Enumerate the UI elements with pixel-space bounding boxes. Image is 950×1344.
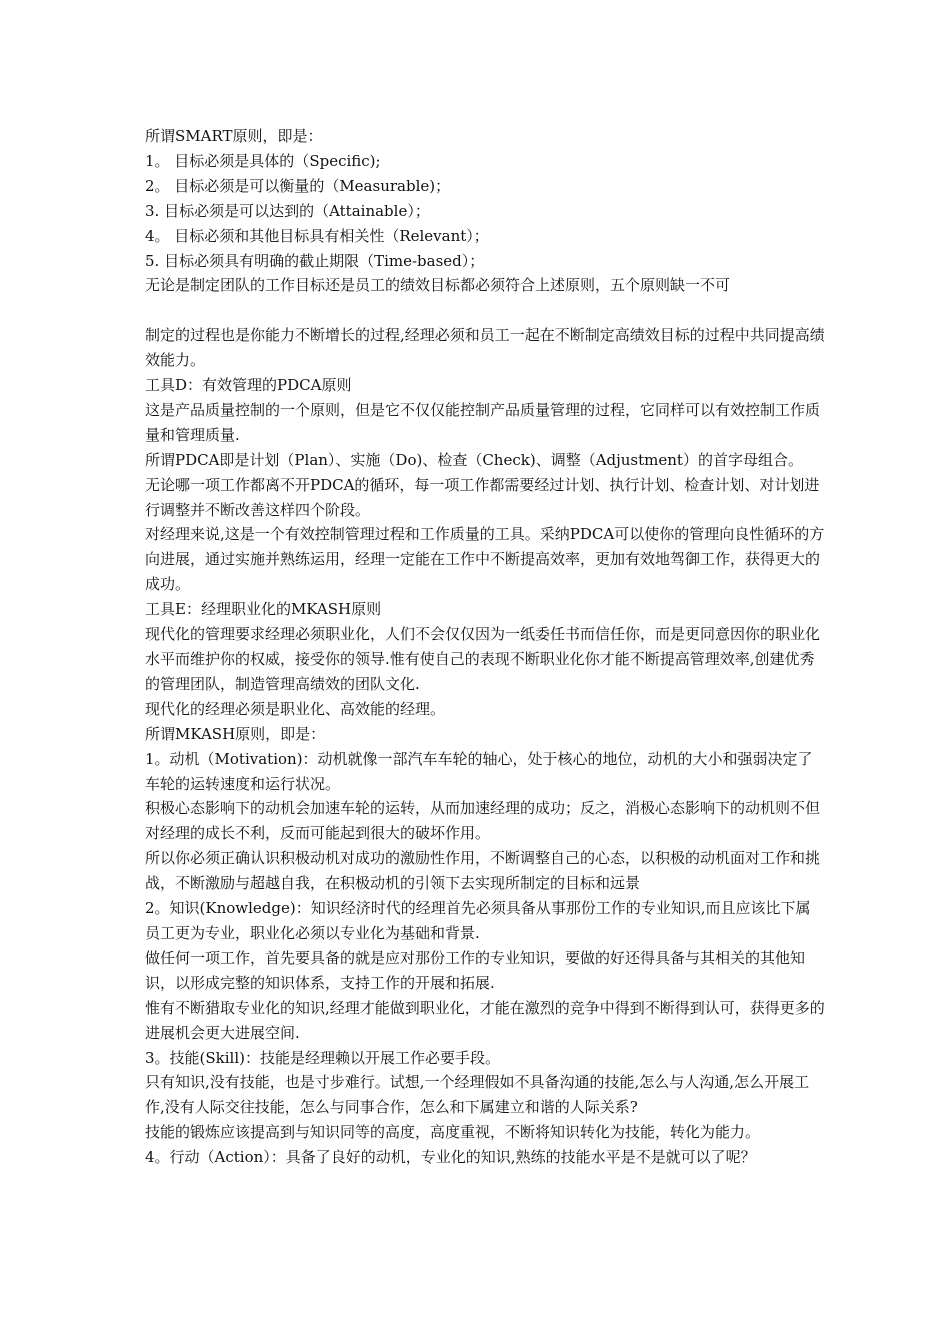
paragraph: 2。知识(Knowledge)：知识经济时代的经理首先必须具备从事那份工作的专业知识,而且应该比下属员工更为专业，职业化必须以专业化为基础和背景. [145,899,811,942]
blank-line [145,298,825,323]
paragraph: 1。 目标必须是具体的（Specific); [145,151,381,170]
paragraph: 1。动机（Motivation)：动机就像一部汽车车轮的轴心，处于核心的地位，动机的大小和强弱决定了车轮的运转速度和运行状况。 [145,749,813,793]
paragraph: 5. 目标必须具有明确的截止期限（Time-based）； [145,251,485,270]
paragraph: 4。 目标必须和其他目标具有相关性（Relevant）； [145,226,489,245]
paragraph: 做任何一项工作，首先要具备的就是应对那份工作的专业知识，要做的好还得具备与其相关的其他知识，以形成完整的知识体系，支持工作的开展和拓展. [145,948,806,992]
paragraph: 只有知识,没有技能，也是寸步难行。试想,一个经理假如不具备沟通的技能,怎么与人沟通,怎么开展工作,没有人际交往技能，怎么与同事合作，怎么和下属建立和谐的人际关系? [145,1073,810,1117]
paragraph: 惟有不断猎取专业化的知识,经理才能做到职业化，才能在激烈的竞争中得到不断得到认可，获得更多的进展机会更大进展空间. [145,998,825,1042]
paragraph: 现代化的经理必须是职业化、高效能的经理。 [145,699,446,718]
paragraph: 无论是制定团队的工作目标还是员工的绩效目标都必须符合上述原则，五个原则缺一不可 [145,276,731,295]
paragraph: 积极心态影响下的动机会加速车轮的运转，从而加速经理的成功；反之，消极心态影响下的动机则不但对经理的成长不利，反而可能起到很大的破坏作用。 [145,799,821,843]
paragraph: 无论哪一项工作都离不开PDCA的循环，每一项工作都需要经过计划、执行计划、检查计划、对计划进行调整并不断改善这样四个阶段。 [145,475,820,519]
paragraph: 技能的锻炼应该提高到与知识同等的高度，高度重视，不断将知识转化为技能，转化为能力。 [145,1123,761,1142]
paragraph: 这是产品质量控制的一个原则，但是它不仅仅能控制产品质量管理的过程，它同样可以有效控制工作质量和管理质量. [145,400,821,444]
paragraph: 2。 目标必须是可以衡量的（Measurable)； [145,176,451,195]
paragraph: 3. 目标必须是可以达到的（Attainable）； [145,201,430,220]
paragraph: 制定的过程也是你能力不断增长的过程,经理必须和员工一起在不断制定高绩效目标的过程中共同提高绩效能力。 [145,326,825,370]
paragraph: 现代化的管理要求经理必须职业化，人们不会仅仅因为一纸委任书而信任你，而是更同意因你的职业化水平而维护你的权威，接受你的领导.惟有使自己的表现不断职业化你才能不断提高管理效率,创建优秀的管理团队，制造管理高绩效的团队文化. [145,625,821,693]
section-heading: 工具D：有效管理的PDCA原则 [145,376,352,395]
document-body [145,124,825,1170]
paragraph: 3。技能(Skill)：技能是经理赖以开展工作必要手段。 [145,1048,501,1067]
section-heading: 工具E：经理职业化的MKASH原则 [145,600,382,619]
paragraph: 所以你必须正确认识积极动机对成功的激励性作用，不断调整自己的心态，以积极的动机面对工作和挑战，不断激励与超越自我，在积极动机的引领下去实现所制定的目标和远景 [145,849,821,893]
paragraph: 对经理来说,这是一个有效控制管理过程和工作质量的工具。采纳PDCA可以使你的管理向良性循环的方向进展，通过实施并熟练运用，经理一定能在工作中不断提高效率，更加有效地驾御工作，获得更大的成功。 [145,525,825,594]
paragraph: 所谓MKASH原则，即是： [145,724,326,743]
paragraph: 4。行动（Action）：具备了良好的动机，专业化的知识,熟练的技能水平是不是就可以了呢？ [145,1148,756,1167]
paragraph: 所谓SMART原则，即是： [145,127,323,145]
paragraph: 所谓PDCA即是计划（Plan）、实施（Do)、检查（Check)、调整（Adjustment）的首字母组合。 [145,450,803,469]
